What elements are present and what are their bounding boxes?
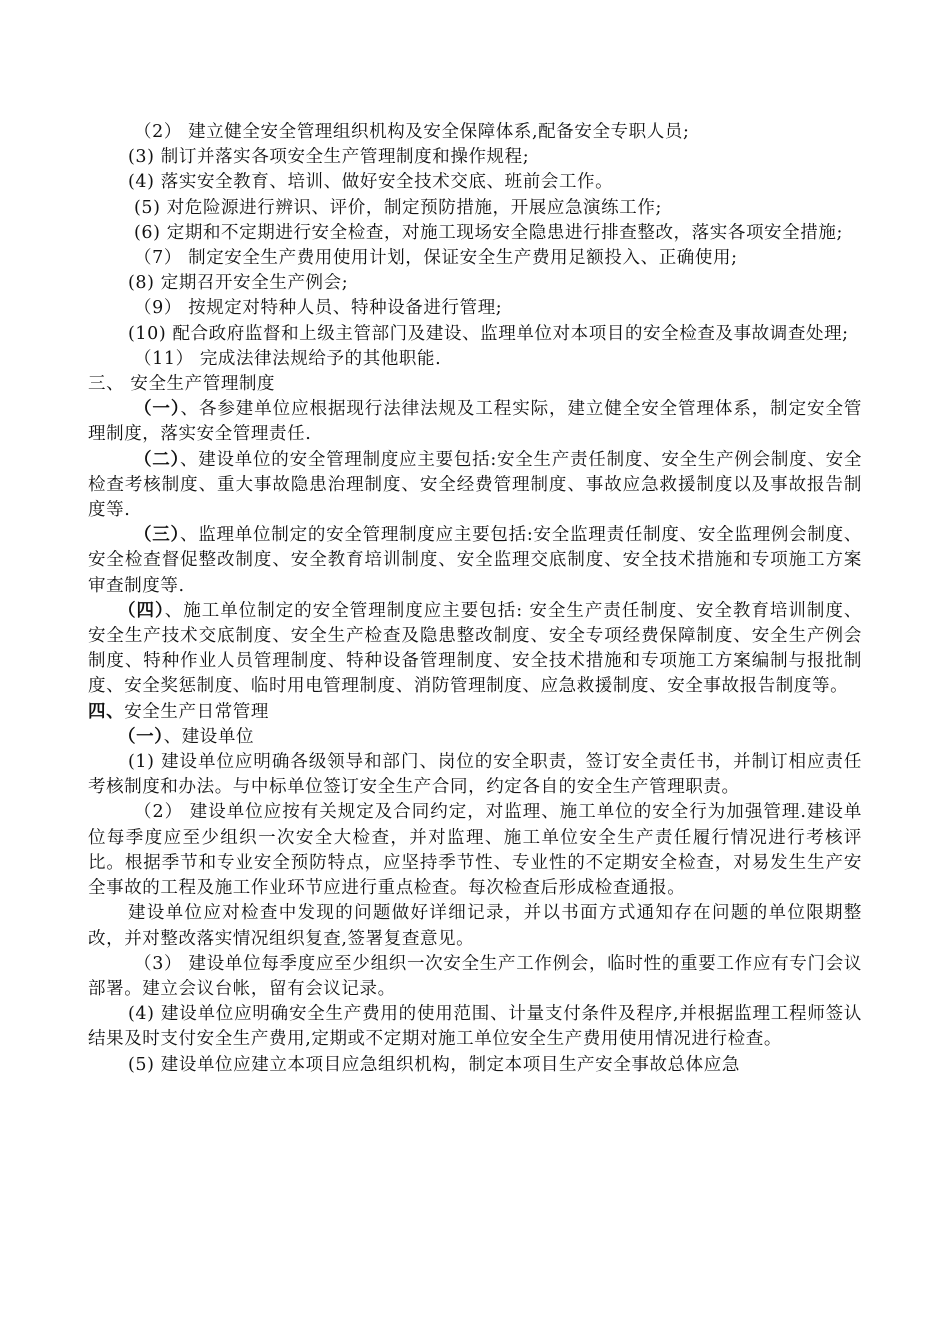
item-2: （2） 建立健全安全管理组织机构及安全保障体系,配备安全专职人员;	[134, 122, 690, 142]
item-3: (3) 制订并落实各项安全生产管理制度和操作规程;	[128, 147, 530, 168]
section-3-item-4	[88, 599, 862, 700]
item-8: (8) 定期召开安全生产例会;	[128, 273, 349, 294]
heading-lead: 四、	[88, 701, 125, 722]
item-lead: （一）	[134, 399, 181, 420]
section-4-paragraph-6: (5) 建设单位应建立本项目应急组织机构，制定本项目生产安全事故总体应急	[128, 1054, 740, 1075]
section-4-heading	[88, 700, 862, 725]
item-7: （7） 制定安全生产费用使用计划，保证安全生产费用足额投入、正确使用;	[134, 248, 738, 269]
item-4: (4) 落实安全教育、培训、做好安全技术交底、班前会工作。	[128, 172, 614, 193]
item-text: 、监理单位制定的安全管理制度应主要包括:安全监理责任制度、安全监理例会制度、安全检查督促整改制度、安全教育培训制度、安全监理交底制度、安全技术措施和专项施工方案审查制度等.	[88, 525, 862, 596]
item-text: 、建设单位的安全管理制度应主要包括:安全生产责任制度、安全生产例会制度、安全检查考核制度、重大事故隐患治理制度、安全经费管理制度、事故应急救援制度以及事故报告制度等.	[88, 449, 862, 521]
item-lead: （四）	[118, 600, 165, 621]
item-9: （9） 按规定对特种人员、特种设备进行管理;	[134, 298, 503, 319]
item-11: （11） 完成法律法规给予的其他职能.	[134, 348, 442, 369]
item-6: (6) 定期和不定期进行安全检查，对施工现场安全隐患进行排查整改，落实各项安全措施;	[134, 222, 843, 243]
section-4-paragraph-4: （3） 建设单位每季度应至少组织一次安全生产工作例会，临时性的重要工作应有专门会议部署。建立会议台帐，留有会议记录。	[88, 953, 862, 999]
section-3-item-3	[88, 523, 862, 599]
section-4-paragraph-1: (1) 建设单位应明确各级领导和部门、岗位的安全职责，签订安全责任书，并制订相应责任考核制度和办法。与中标单位签订安全生产合同，约定各自的安全生产管理职责。	[88, 752, 862, 798]
section-3-item-1	[88, 397, 862, 447]
section-4-paragraph-5: (4) 建设单位应明确安全生产费用的使用范围、计量支付条件及程序,并根据监理工程师签认结果及时支付安全生产费用,定期或不定期对施工单位安全生产费用使用情况进行检查。	[88, 1004, 862, 1050]
item-text: 、施工单位制定的安全管理制度应主要包括: 安全生产责任制度、安全教育培训制度、安全生产技术交底制度、安全生产检查及隐患整改制度、安全专项经费保障制度、安全生产例会制度、特种作业人员管理制度、特种设备管理制度、安全技术措施和专项施工方案编制与报批制度、安全奖惩制度、临时用电管理制度、消防管理制度、应急救援制度、安全事故报告制度等。	[88, 600, 862, 697]
item-text: 、各参建单位应根据现行法律法规及工程实际，建立健全安全管理体系，制定安全管理制度，落实安全管理责任.	[88, 399, 862, 445]
section-3-item-2	[88, 448, 862, 524]
subheading-text: 、建设单位	[163, 726, 255, 747]
section-4-subheading-1	[88, 725, 862, 750]
item-5: (5) 对危险源进行辨识、评价，制定预防措施，开展应急演练工作;	[134, 197, 662, 218]
section-3-heading: 三、 安全生产管理制度	[88, 374, 276, 395]
section-4-paragraph-2: （2） 建设单位应按有关规定及合同约定，对监理、施工单位的安全行为加强管理.建设单位每季度应至少组织一次安全大检查，并对监理、施工单位安全生产责任履行情况进行考核评比。根据季节和专业安全预防特点，应坚持季节性、专业性的不定期安全检查，对易发生生产安全事故的工程及施工作业环节应进行重点检查。每次检查后形成检查通报。	[88, 802, 862, 899]
item-10: (10) 配合政府监督和上级主管部门及建设、监理单位对本项目的安全检查及事故调查处理;	[128, 323, 849, 344]
section-4-paragraph-3: 建设单位应对检查中发现的问题做好详细记录，并以书面方式通知存在问题的单位限期整改，并对整改落实情况组织复查,签署复查意见。	[88, 903, 862, 949]
subheading-lead: （一）	[118, 726, 164, 747]
item-lead: （三）	[134, 525, 181, 546]
item-lead: （二）	[134, 449, 181, 470]
heading-text: 安全生产日常管理	[124, 701, 270, 722]
